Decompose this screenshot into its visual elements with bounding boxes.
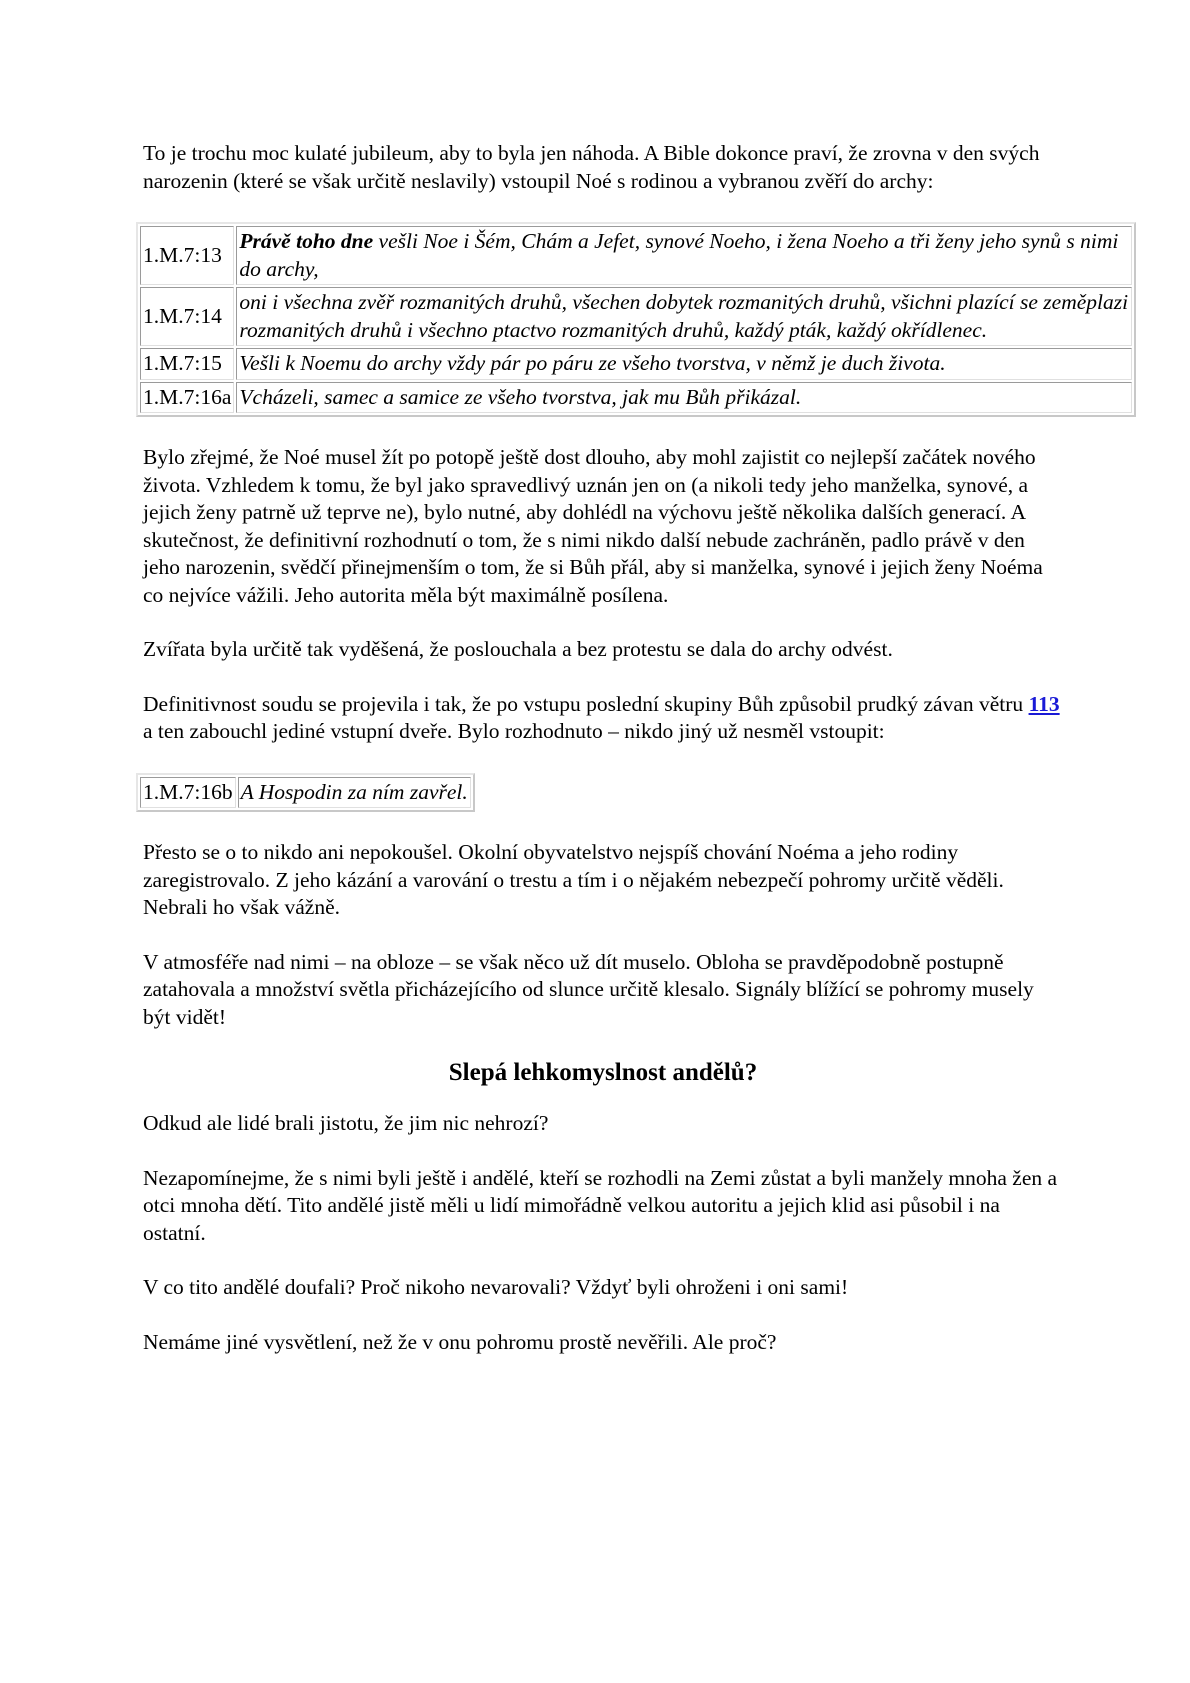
paragraph-atmosphere: V atmosféře nad nimi – na obloze – se však něco už dít muselo. Obloha se pravděpodobně postupně zatahovala a množství světla přicházejícího od slunce určitě klesalo. Signály blížící se pohromy musely být vidět! <box>143 949 1034 1029</box>
paragraph-intro: To je trochu moc kulaté jubileum, aby to byla jen náhoda. A Bible dokonce praví, že zrovna v den svých narozenin (které se však určitě neslavily) vstoupil Noé s rodinou a vybranou zvěří do archy: <box>143 141 1040 193</box>
verse-reference: 1.M.7:16b <box>140 777 236 809</box>
verse-emphasis: Právě toho dne <box>239 229 374 253</box>
verse-reference: 1.M.7:13 <box>140 226 234 285</box>
verse-text: Vešli k Noemu do archy vždy pár po páru ze všeho tvorstva, v němž je duch života. <box>236 348 1132 380</box>
paragraph-angels: Nezapomínejme, že s nimi byli ještě i andělé, kteří se rozhodli na Zemi zůstat a byli manžely mnoha žen a otci mnoha dětí. Tito andělé jistě měli u lidí mimořádně velkou autoritu a jejich klid asi působil i na ostatní. <box>143 1165 1058 1245</box>
table-row <box>140 777 471 809</box>
paragraph-animals: Zvířata byla určitě tak vyděšená, že poslouchala a bez protestu se dala do archy odvést. <box>143 637 893 661</box>
footnote-link-113[interactable]: 113 <box>1028 691 1060 716</box>
paragraph-conclusion: Nemáme jiné vysvětlení, než že v onu pohromu prostě nevěřili. Ale proč? <box>143 1329 777 1354</box>
paragraph-judgement <box>143 691 1063 746</box>
paragraph-text: Definitivnost soudu se projevila i tak, že po vstupu poslední skupiny Bůh způsobil prudký závan větru <box>143 691 1029 716</box>
verse-reference: 1.M.7:14 <box>140 287 234 346</box>
paragraph-text: a ten zabouchl jediné vstupní dveře. Bylo rozhodnuto – nikdo jiný už nesměl vstoupit: <box>143 719 885 743</box>
verse-text-body: vešli Noe i Šém, Chám a Jefet, synové Noeho, i žena Noeho a tři ženy jeho synů s nimi do archy, <box>239 229 1119 281</box>
table-row <box>140 226 1132 285</box>
table-row <box>140 287 1132 346</box>
verse-reference: 1.M.7:15 <box>140 348 234 380</box>
section-heading: Slepá lehkomyslnost andělů? <box>448 1059 758 1086</box>
verse-table-genesis-7-16b <box>136 773 475 813</box>
paragraph-noah-lifespan: Bylo zřejmé, že Noé musel žít po potopě ještě dost dlouho, aby mohl zajistit co nejlepší začátek nového života. Vzhledem k tomu, že byl jako spravedlivý uznán jen on (a nikoli tedy jeho manželka, synové, a jejich ženy patrně už teprve ne), bylo nutné, aby dohlédl na výchovu ještě několika dalších generací. A skutečnost, že definitivní rozhodnutí o tom, že s nimi nikdo další nebude zachráněn, padlo právě v den jeho narozenin, svědčí přinejmenším o tom, že si Bůh přál, aby si manželka, synové i jejich ženy Noéma co nejvíce vážili. Jeho autorita měla být maximálně posílena. <box>143 445 1043 607</box>
verse-text: oni i všechna zvěř rozmanitých druhů, všechen dobytek rozmanitých druhů, všichni plazící se zeměplazi rozmanitých druhů i všechno ptactvo rozmanitých druhů, každý pták, každý okřídlenec. <box>236 287 1132 346</box>
verse-reference: 1.M.7:16a <box>140 382 234 414</box>
table-row <box>140 348 1132 380</box>
paragraph-question: Odkud ale lidé brali jistotu, že jim nic nehrozí? <box>143 1111 549 1135</box>
table-row <box>140 382 1132 414</box>
paragraph-population: Přesto se o to nikdo ani nepokoušel. Okolní obyvatelstvo nejspíš chování Noéma a jeho rodiny zaregistrovalo. Z jeho kázání a varování o trestu a tím i o nějakém nebezpečí pohromy určitě věděli. Nebrali ho však vážně. <box>143 840 1004 919</box>
verse-text: Vcházeli, samec a samice ze všeho tvorstva, jak mu Bůh přikázal. <box>236 382 1132 414</box>
paragraph-angels-hope: V co tito andělé doufali? Proč nikoho nevarovali? Vždyť byli ohroženi i oni sami! <box>143 1275 849 1299</box>
verse-table-genesis-7-13-16a <box>136 222 1136 417</box>
verse-text: A Hospodin za ním zavřel. <box>238 777 471 809</box>
document-page <box>143 140 1129 1383</box>
verse-text <box>236 226 1132 285</box>
